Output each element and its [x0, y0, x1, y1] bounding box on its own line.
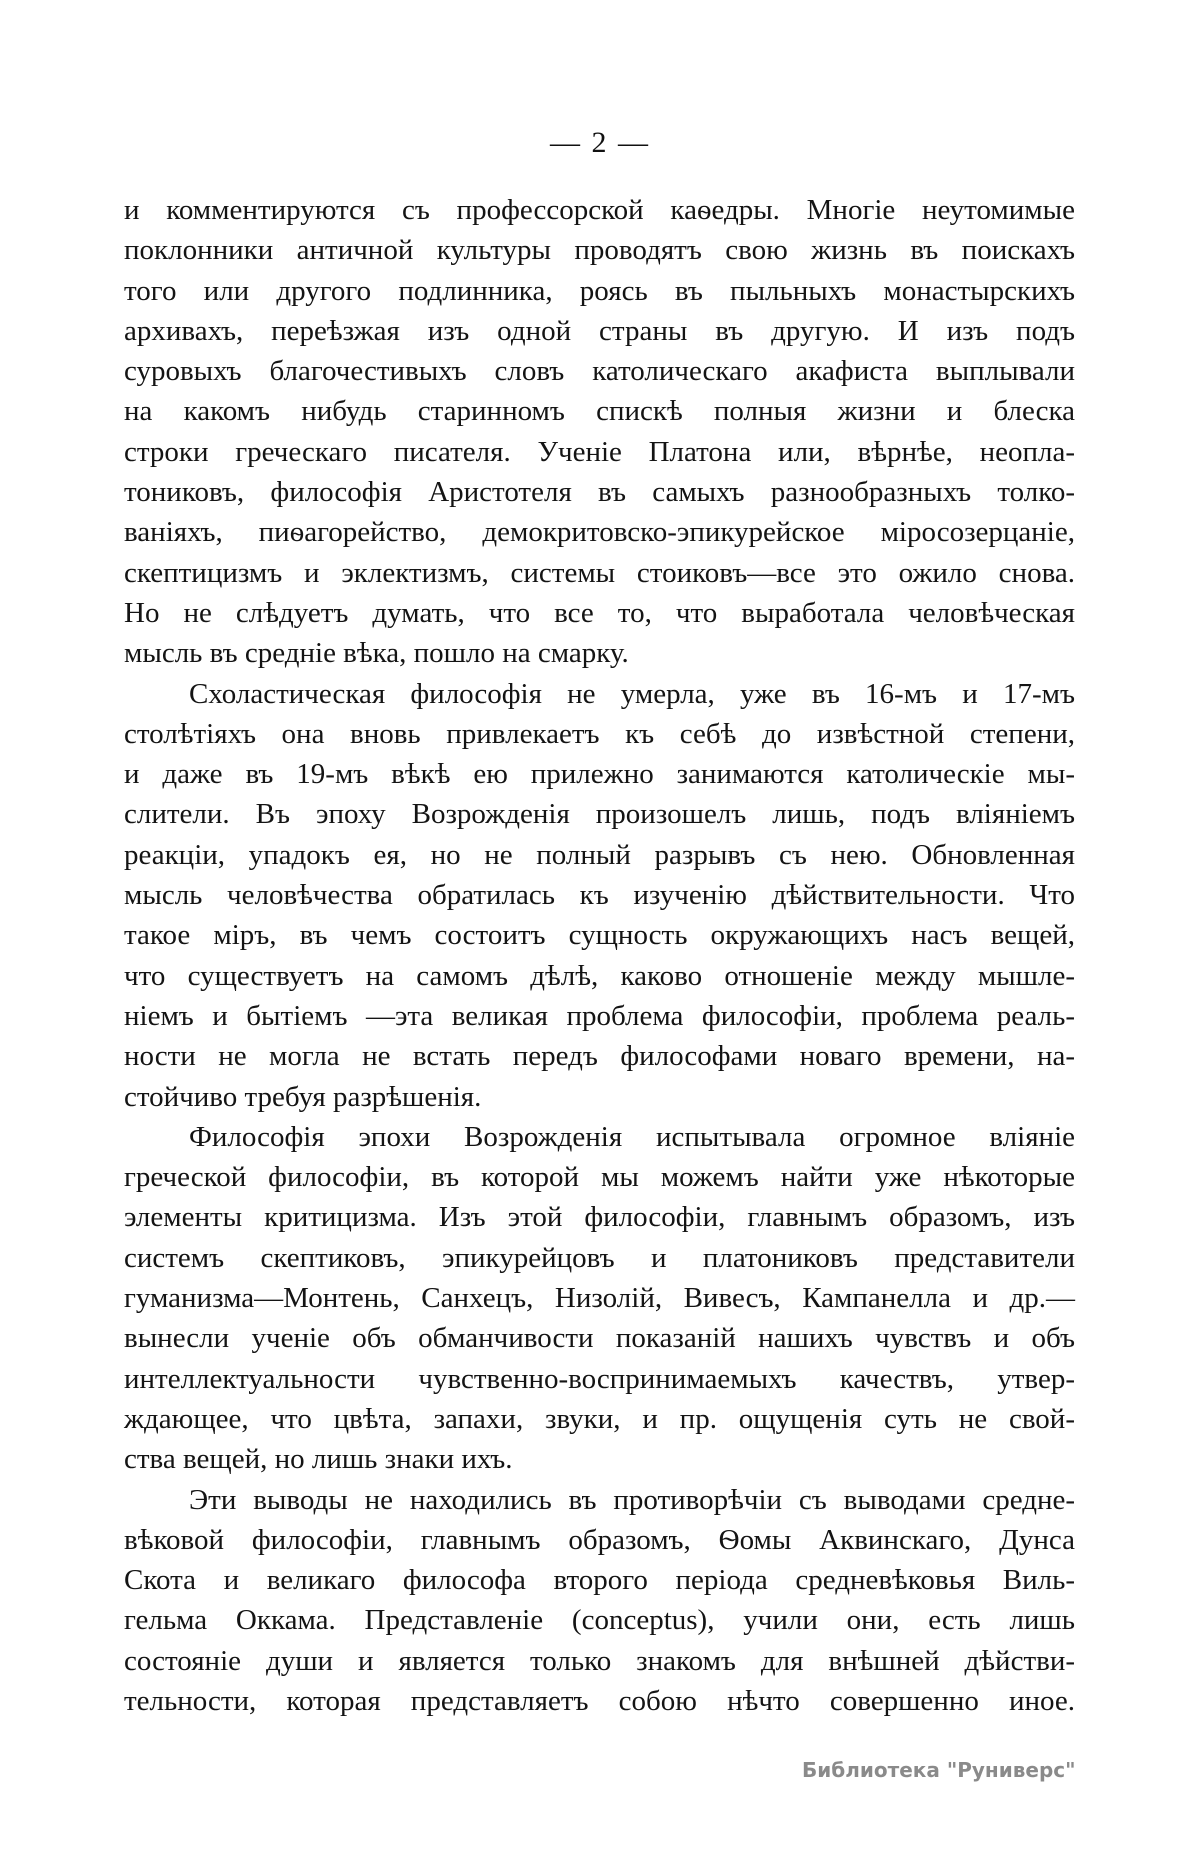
text-line: тельности, которая представляетъ собою нѣчто совершенно иное. — [124, 1684, 1075, 1717]
text-line: Но не слѣдуетъ думать, что все то, что выработала человѣческая — [124, 596, 1075, 629]
text-line: поклонники античной культуры проводятъ свою жизнь въ поискахъ — [124, 234, 1075, 267]
text-line: того или другого подлинника, роясь въ пыльныхъ монастырскихъ — [124, 274, 1075, 307]
text-line: архивахъ, переѣзжая изъ одной страны въ другую. И изъ подъ — [124, 314, 1075, 347]
text-line: Схоластическая философія не умерла, уже въ 16-мъ и 17-мъ — [189, 677, 1075, 710]
paragraph — [124, 1117, 1075, 1480]
text-line: ждающее, что цвѣта, запахи, звуки, и пр. ощущенія суть не свой- — [124, 1402, 1075, 1435]
text-line: столѣтіяхъ она вновь привлекаетъ къ себѣ до извѣстной степени, — [124, 717, 1075, 750]
text-line: на какомъ нибудь старинномъ спискѣ полныя жизни и блеска — [124, 395, 1075, 428]
page-number: — 2 — — [550, 126, 650, 159]
text-line: Скота и великаго философа второго періода средневѣковья Виль- — [124, 1564, 1075, 1597]
text-line: греческой философіи, въ которой мы можемъ найти уже нѣкоторые — [124, 1161, 1075, 1194]
text-line: ніемъ и бытіемъ —эта великая проблема философіи, проблема реаль- — [124, 999, 1075, 1032]
text-line: гельма Оккама. Представленіе (conceptus), учили они, есть лишь — [124, 1604, 1075, 1637]
text-line: и даже въ 19-мъ вѣкѣ ею прилежно занимаются католическіе мы- — [124, 758, 1075, 791]
text-line: интеллектуальности чувственно-воспринимаемыхъ качествъ, утвер- — [124, 1362, 1075, 1395]
text-line: вынесли ученіе объ обманчивости показаній нашихъ чувствъ и объ — [124, 1322, 1075, 1355]
paragraph — [124, 674, 1075, 1117]
text-line: такое міръ, въ чемъ состоитъ сущность окружающихъ насъ вещей, — [124, 919, 1075, 952]
text-line: слители. Въ эпоху Возрожденія произошелъ лишь, подъ вліяніемъ — [124, 798, 1075, 831]
text-line: стойчиво требуя разрѣшенія. — [124, 1080, 482, 1113]
text-line: гуманизма—Монтень, Санхецъ, Низолій, Вивесъ, Кампанелла и др.— — [124, 1282, 1075, 1315]
text-line: вѣковой философіи, главнымъ образомъ, Ѳомы Аквинскаго, Дунса — [124, 1523, 1075, 1556]
text-line: что существуетъ на самомъ дѣлѣ, каково отношеніе между мышле- — [124, 959, 1075, 992]
body-text — [124, 190, 1075, 1721]
paragraph — [124, 190, 1075, 674]
text-line: ства вещей, но лишь знаки ихъ. — [124, 1443, 513, 1476]
text-line: системъ скептиковъ, эпикурейцовъ и платониковъ представители — [124, 1241, 1075, 1274]
text-line: Эти выводы не находились въ противорѣчіи съ выводами средне- — [189, 1483, 1075, 1516]
text-line: ваніяхъ, пиѳагорейство, демокритовско-эпикурейское міросозерцаніе, — [124, 516, 1075, 549]
text-line: элементы критицизма. Изъ этой философіи, главнымъ образомъ, изъ — [124, 1201, 1075, 1234]
text-line: состояніе души и является только знакомъ для внѣшней дѣйстви- — [124, 1644, 1075, 1677]
paragraph — [124, 1480, 1075, 1722]
text-line: реакціи, упадокъ ея, но не полный разрывъ съ нею. Обновленная — [124, 838, 1075, 871]
text-line: мысль человѣчества обратилась къ изученію дѣйствительности. Что — [124, 879, 1075, 912]
text-line: мысль въ средніе вѣка, пошло на смарку. — [124, 637, 629, 670]
text-line: и комментируются съ профессорской каѳедры. Многіе неутомимые — [124, 194, 1075, 226]
text-line: скептицизмъ и эклектизмъ, системы стоиковъ—все это ожило снова. — [124, 556, 1075, 589]
text-line: ности не могла не встать передъ философами новаго времени, на- — [124, 1040, 1075, 1073]
text-line: суровыхъ благочестивыхъ словъ католическаго акафиста выплывали — [124, 355, 1075, 388]
text-line: строки греческаго писателя. Ученіе Платона или, вѣрнѣе, неопла- — [124, 435, 1075, 468]
text-line: Философія эпохи Возрожденія испытывала огромное вліяніе — [189, 1120, 1075, 1153]
library-watermark: Библиотека "Руниверс" — [802, 1758, 1076, 1782]
text-line: тониковъ, философія Аристотеля въ самыхъ разнообразныхъ толко- — [124, 476, 1075, 509]
